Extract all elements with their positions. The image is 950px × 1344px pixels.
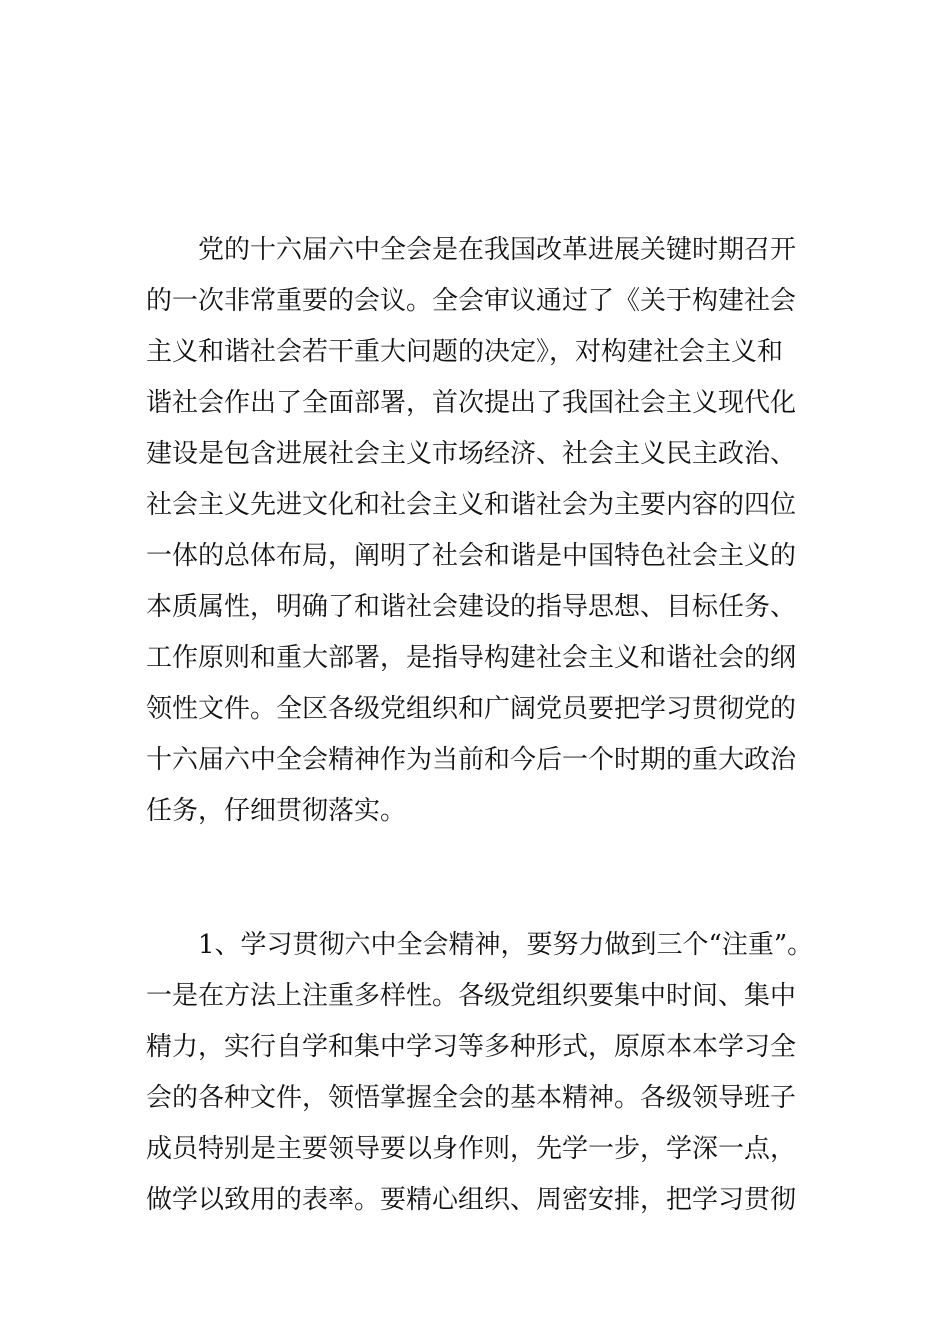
paragraph-line: 党的十六届六中全会是在我国改革进展关键时期召开: [198, 235, 797, 265]
paragraph-line: 十六届六中全会精神作为当前和今后一个时期的重大政治: [146, 745, 797, 775]
paragraph-line: 一体的总体布局，阐明了社会和谐是中国特色社会主义的: [146, 541, 797, 571]
paragraph-line: 会的各种文件，领悟掌握全会的基本精神。各级领导班子: [146, 1083, 797, 1113]
paragraph-line: 1、学习贯彻六中全会精神，要努力做到三个“注重”。: [198, 930, 814, 960]
paragraph-line: 本质属性，明确了和谐社会建设的指导思想、目标任务、: [146, 592, 797, 622]
paragraph-line: 的一次非常重要的会议。全会审议通过了《关于构建社会: [146, 286, 797, 316]
paragraph-line: 主义和谐社会若干重大问题的决定》，对构建社会主义和: [146, 337, 784, 367]
paragraph-line: 做学以致用的表率。要精心组织、周密安排，把学习贯彻: [146, 1185, 797, 1215]
paragraph-line: 一是在方法上注重多样性。各级党组织要集中时间、集中: [146, 981, 797, 1011]
paragraph-line: 谐社会作出了全面部署，首次提出了我国社会主义现代化: [146, 388, 797, 418]
paragraph-line: 工作原则和重大部署，是指导构建社会主义和谐社会的纲: [146, 643, 797, 673]
paragraph-line: 成员特别是主要领导要以身作则，先学一步，学深一点，: [146, 1134, 797, 1164]
paragraph-line: 任务，仔细贯彻落实。: [146, 796, 407, 826]
paragraph-section-1: [146, 920, 814, 1226]
paragraph-line: 社会主义先进文化和社会主义和谐社会为主要内容的四位: [146, 490, 797, 520]
paragraph-intro: [146, 225, 806, 837]
paragraph-line: 精力，实行自学和集中学习等多种形式，原原本本学习全: [146, 1032, 797, 1062]
paragraph-line: 建设是包含进展社会主义市场经济、社会主义民主政治、: [146, 439, 797, 469]
paragraph-line: 领性文件。全区各级党组织和广阔党员要把学习贯彻党的: [146, 694, 797, 724]
